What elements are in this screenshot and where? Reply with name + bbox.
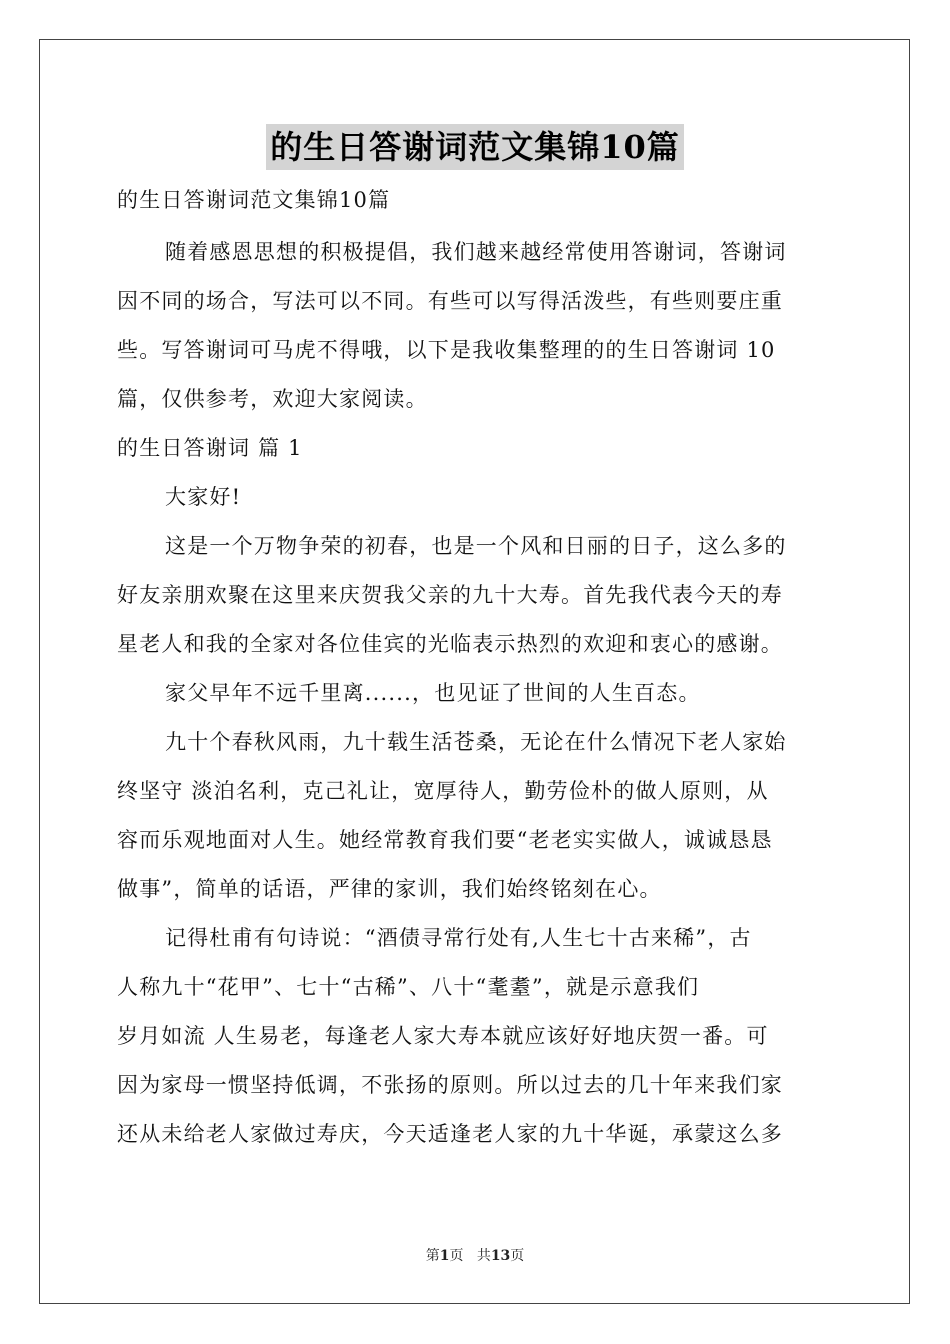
document-body <box>117 180 833 1159</box>
paragraph-line: 记得杜甫有句诗说：“酒债寻常行处有,人生七十古来稀”，古 <box>165 926 752 950</box>
paragraph-line: 因为家母一惯坚持低调，不张扬的原则。所以过去的几十年来我们家 <box>117 1073 783 1097</box>
paragraph-line: 做事”，简单的话语，严律的家训，我们始终铭刻在心。 <box>117 877 662 901</box>
paragraph-line: 星老人和我的全家对各位佳宾的光临表示热烈的欢迎和衷心的感谢。 <box>117 632 783 656</box>
page-prefix: 第 <box>425 1248 440 1264</box>
paragraph-line: 还从未给老人家做过寿庆，今天适逢老人家的九十华诞，承蒙这么多 <box>117 1122 783 1146</box>
paragraph-greeting <box>117 473 833 522</box>
page-suffix: 页 <box>449 1248 464 1264</box>
paragraph-line: 家父早年不远千里离......，也见证了世间的人生百态。 <box>165 681 701 705</box>
paragraph-line: 这是一个万物争荣的初春，也是一个风和日丽的日子，这么多的 <box>165 534 787 558</box>
page-footer <box>0 1245 950 1265</box>
paragraph-line: 随着感恩思想的积极提倡，我们越来越经常使用答谢词，答谢词 <box>165 240 787 264</box>
section-heading-text: 的生日答谢词 篇 1 <box>117 436 303 460</box>
paragraph-line: 人称九十“花甲”、七十“古稀”、八十“耄耋”，就是示意我们 <box>117 975 700 999</box>
paragraph-line: 篇，仅供参考，欢迎大家阅读。 <box>117 387 428 411</box>
paragraph-poem <box>117 914 833 1159</box>
total-pages: 13 <box>490 1248 511 1264</box>
paragraph-line: 终坚守 淡泊名利，克己礼让，宽厚待人，勤劳俭朴的做人原则，从 <box>117 779 769 803</box>
document-title: 的生日答谢词范文集锦10篇 <box>266 124 684 170</box>
paragraph-line: 好友亲朋欢聚在这里来庆贺我父亲的九十大寿。首先我代表今天的寿 <box>117 583 783 607</box>
page-number: 1 <box>439 1248 450 1264</box>
paragraph-history <box>117 669 833 718</box>
total-prefix: 共 <box>476 1248 491 1264</box>
paragraph-line: 容而乐观地面对人生。她经常教育我们要“老老实实做人，诚诚恳恳 <box>117 828 773 852</box>
section-heading <box>117 424 833 473</box>
paragraph-principles <box>117 718 833 914</box>
paragraph-intro <box>117 228 833 424</box>
paragraph-line: 九十个春秋风雨，九十载生活苍桑，无论在什么情况下老人家始 <box>165 730 787 754</box>
paragraph-line: 些。写答谢词可马虎不得哦，以下是我收集整理的的生日答谢词 10 <box>117 338 776 362</box>
title-container <box>0 124 950 170</box>
paragraph-line: 大家好! <box>165 485 242 509</box>
total-suffix: 页 <box>510 1248 525 1264</box>
document-subtitle: 的生日答谢词范文集锦10篇 <box>117 188 391 212</box>
paragraph-opening <box>117 522 833 669</box>
paragraph-line: 岁月如流 人生易老，每逢老人家大寿本就应该好好地庆贺一番。可 <box>117 1024 769 1048</box>
paragraph-line: 因不同的场合，写法可以不同。有些可以写得活泼些，有些则要庄重 <box>117 289 783 313</box>
